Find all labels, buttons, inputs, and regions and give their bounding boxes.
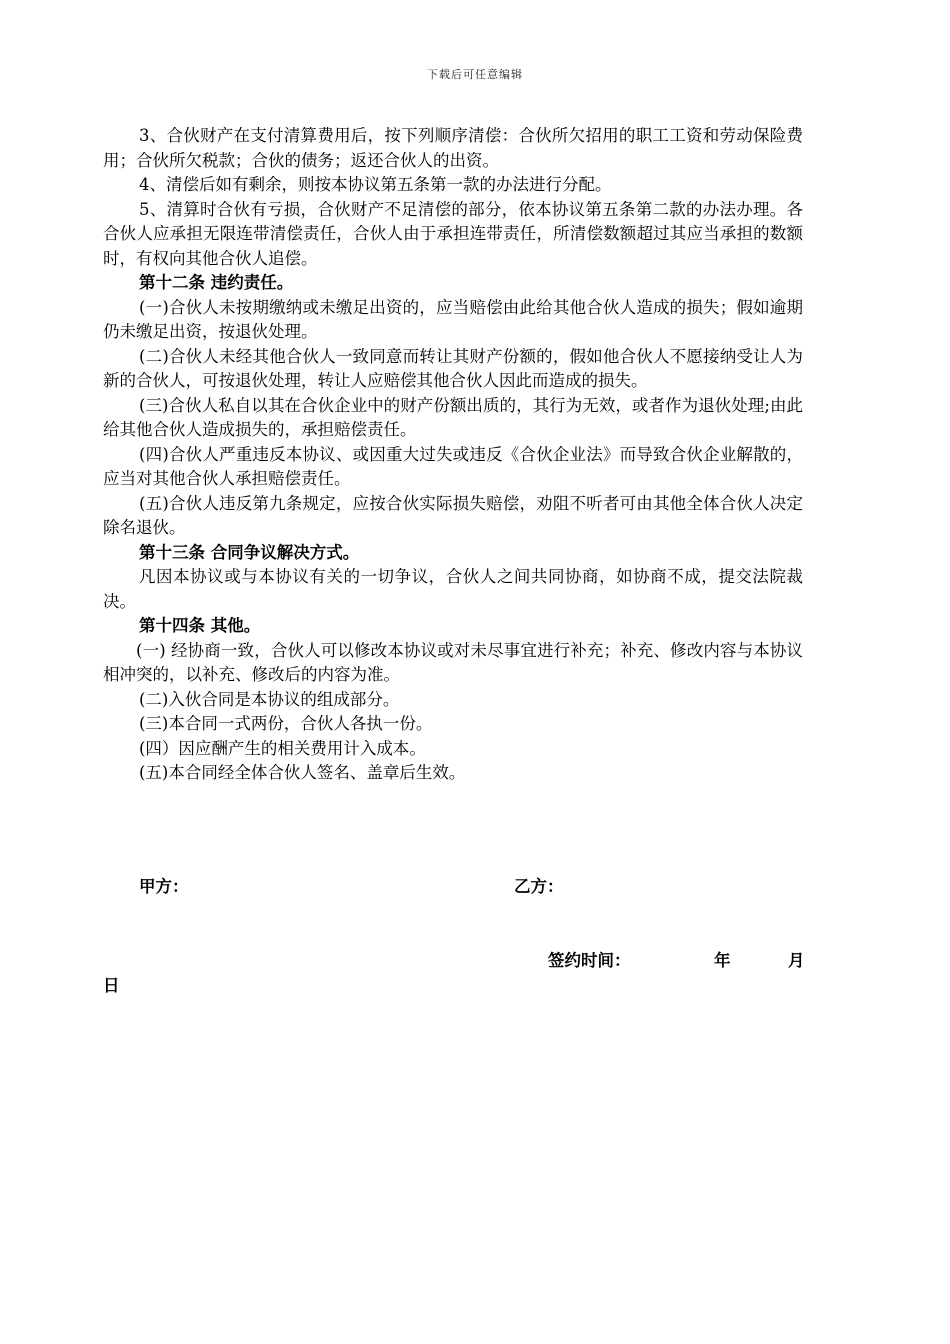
party-b-label: 乙方： (514, 877, 564, 896)
clause-paragraph: (二)入伙合同是本协议的组成部分。 (139, 689, 400, 709)
clause-paragraph: 4、清偿后如有剩余，则按本协议第五条第一款的办法进行分配。 (139, 175, 612, 194)
year-label: 年 (714, 951, 731, 970)
clause-paragraph: 凡因本协议或与本协议有关的一切争议，合伙人之间共同协商，如协商不成，提交法院裁决。 (103, 567, 803, 611)
sign-time-label: 签约时间： (548, 951, 631, 970)
month-label: 月 (788, 951, 805, 970)
clause-paragraph: (三)本合同一式两份，合伙人各执一份。 (139, 714, 433, 733)
party-a-label: 甲方： (139, 877, 189, 896)
clause-paragraph: (一) 经协商一致，合伙人可以修改本协议或对未尽事宜进行补充；补充、修改内容与本协议相冲突的，以补充、修改后的内容为准。 (103, 640, 803, 684)
article-12-heading: 第十二条 违约责任。 (139, 273, 294, 292)
article-13-heading: 第十三条 合同争议解决方式。 (139, 542, 360, 562)
clause-paragraph: (二)合伙人未经其他合伙人一致同意而转让其财产份额的，假如他合伙人不愿接纳受让人为新的合伙人，可按退伙处理，转让人应赔偿其他合伙人因此而造成的损失。 (103, 346, 803, 390)
clause-paragraph: (三)合伙人私自以其在合伙企业中的财产份额出质的，其行为无效，或者作为退伙处理;由此给其他合伙人造成损失的，承担赔偿责任。 (103, 395, 803, 439)
clause-paragraph: (一)合伙人未按期缴纳或未缴足出资的，应当赔偿由此给其他合伙人造成的损失；假如逾期仍未缴足出资，按退伙处理。 (103, 297, 803, 341)
clause-paragraph: 5、清算时合伙有亏损，合伙财产不足清偿的部分，依本协议第五条第二款的办法办理。各合伙人应承担无限连带清偿责任，合伙人由于承担连带责任，所清偿数额超过其应当承担的数额时，有权向其他合伙人追偿。 (103, 199, 803, 268)
clause-paragraph: (五)本合同经全体合伙人签名、盖章后生效。 (139, 763, 466, 782)
document-body (103, 124, 803, 786)
page-header: 下载后可任意编辑 (427, 68, 523, 81)
clause-paragraph: (四）因应酬产生的相关费用计入成本。 (139, 738, 426, 758)
article-14-heading: 第十四条 其他。 (139, 616, 261, 635)
sign-date-row (548, 947, 808, 971)
clause-paragraph: (四)合伙人严重违反本协议、或因重大过失或违反《合伙企业法》而导致合伙企业解散的，应当对其他合伙人承担赔偿责任。 (103, 444, 803, 488)
clause-paragraph: (五)合伙人违反第九条规定，应按合伙实际损失赔偿，劝阻不听者可由其他全体合伙人决定除名退伙。 (103, 493, 803, 537)
clause-paragraph: 3、合伙财产在支付清算费用后，按下列顺序清偿：合伙所欠招用的职工工资和劳动保险费用；合伙所欠税款；合伙的债务；返还合伙人的出资。 (103, 126, 803, 170)
day-label: 日 (103, 976, 120, 995)
